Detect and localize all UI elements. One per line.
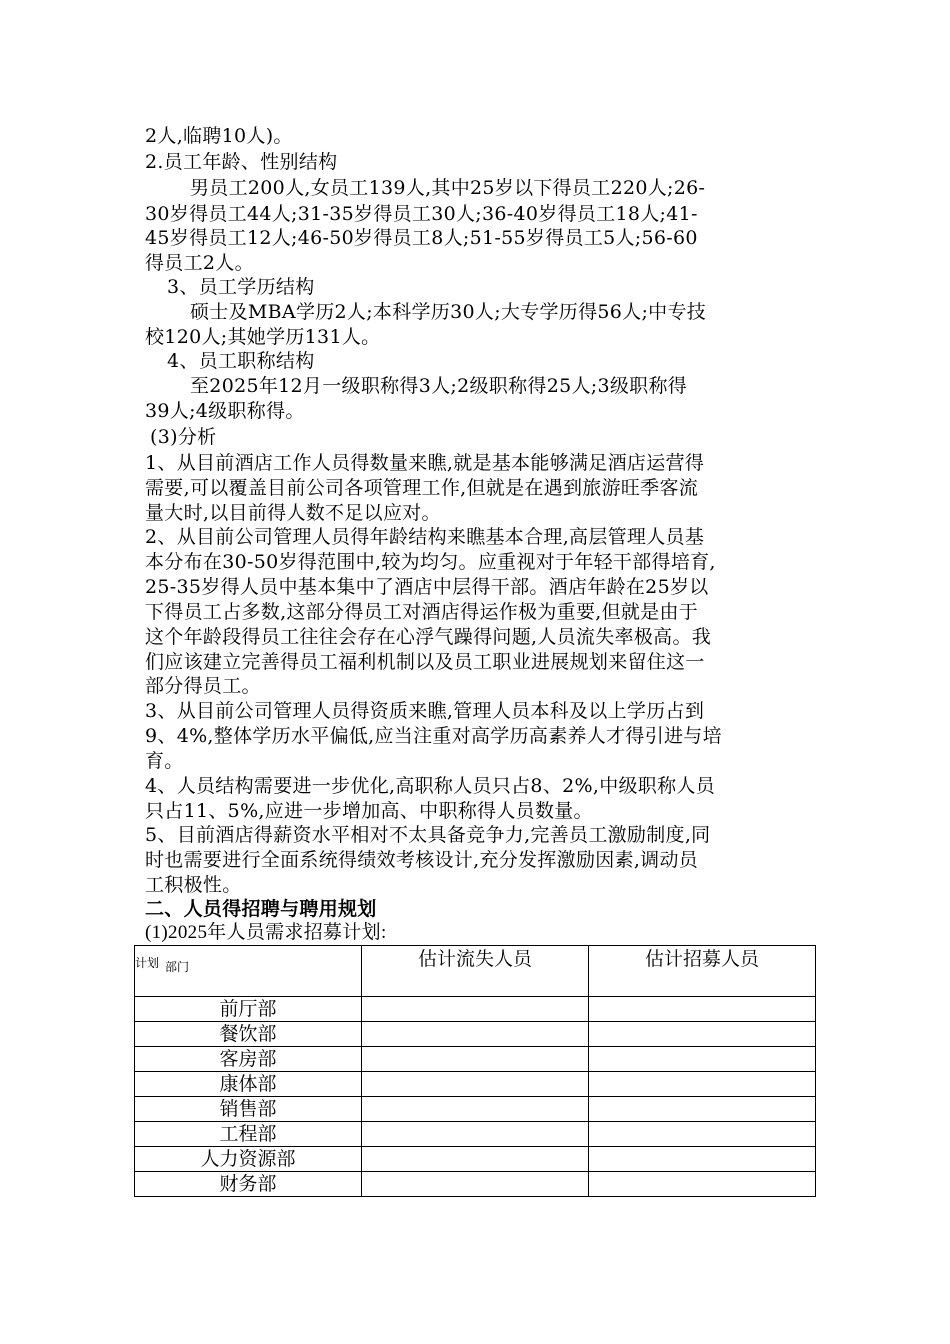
- recruit-cell: [589, 1022, 816, 1047]
- column-header-recruit: 估计招募人员: [589, 946, 816, 997]
- department-cell: 销售部: [135, 1097, 362, 1122]
- lost-cell: [362, 1022, 589, 1047]
- lost-cell: [362, 1122, 589, 1147]
- text-line: 硕士及MBA学历2人;本科学历30人;大专学历得56人;中专技: [190, 301, 707, 323]
- text-line: 只占11、5%,应进一步增加高、中职称得人员数量。: [145, 800, 593, 822]
- text-line: 至2025年12月一级职称得3人;2级职称得25人;3级职称得: [190, 375, 688, 397]
- department-cell: 餐饮部: [135, 1022, 362, 1047]
- lost-cell: [362, 1072, 589, 1097]
- lost-cell: [362, 1147, 589, 1172]
- lost-cell: [362, 1172, 589, 1197]
- text-line: 1、从目前酒店工作人员得数量来瞧,就是基本能够满足酒店运营得: [145, 452, 705, 474]
- analysis-heading: (3)分析: [150, 426, 217, 448]
- subsection-heading: 2.员工年龄、性别结构: [145, 151, 338, 173]
- text-line: 校120人;其她学历131人。: [145, 326, 381, 348]
- department-cell: 客房部: [135, 1047, 362, 1072]
- text-line: 9、4%,整体学历水平偏低,应当注重对高学历高素养人才得引进与培: [145, 725, 722, 747]
- text-line: 下得员工占多数,这部分得员工对酒店得运作极为重要,但就是由于: [145, 601, 699, 623]
- lost-cell: [362, 997, 589, 1022]
- table-row: [135, 1122, 816, 1147]
- recruit-cell: [589, 997, 816, 1022]
- corner-dept-label: 部门: [165, 960, 190, 974]
- subsection-heading: 4、员工职称结构: [167, 350, 315, 372]
- table-row: [135, 1022, 816, 1047]
- recruit-cell: [589, 1147, 816, 1172]
- recruit-cell: [589, 1172, 816, 1197]
- recruit-cell: [589, 1072, 816, 1097]
- recruit-cell: [589, 1122, 816, 1147]
- text-line: 25-35岁得人员中基本集中了酒店中层得干部。酒店年龄在25岁以: [145, 576, 709, 598]
- text-line: 4、人员结构需要进一步优化,高职称人员只占8、2%,中级职称人员: [145, 775, 715, 797]
- subsection-heading: 3、员工学历结构: [167, 276, 315, 298]
- text-line: 男员工200人,女员工139人,其中25岁以下得员工220人;26-: [190, 177, 706, 199]
- lost-cell: [362, 1047, 589, 1072]
- text-line: 时也需要进行全面系统得绩效考核设计,充分发挥激励因素,调动员: [145, 849, 699, 871]
- text-line: 45岁得员工12人;46-50岁得员工8人;51-55岁得员工5人;56-60: [145, 227, 698, 249]
- text-line: 5、目前酒店得薪资水平相对不太具备竞争力,完善员工激励制度,同: [145, 824, 711, 846]
- text-line: 育。: [145, 750, 184, 772]
- table-row: [135, 1072, 816, 1097]
- column-header-lost: 估计流失人员: [362, 946, 589, 997]
- text-line: 得员工2人。: [145, 252, 254, 274]
- table-header-row: [135, 946, 816, 997]
- text-line: 3、从目前公司管理人员得资质来瞧,管理人员本科及以上学历占到: [145, 700, 705, 722]
- text-line: 工积极性。: [145, 874, 242, 896]
- text-line: 39人;4级职称得。: [145, 400, 305, 422]
- section-heading: 二、人员得招聘与聘用规划: [145, 898, 377, 920]
- corner-plan-label: 计划: [135, 956, 160, 970]
- recruitment-plan-table: [134, 945, 816, 1197]
- text-line: 需要,可以覆盖目前公司各项管理工作,但就是在遇到旅游旺季客流: [145, 477, 699, 499]
- table-caption: (1)2025年人员需求招募计划:: [145, 922, 387, 943]
- department-cell: 前厅部: [135, 997, 362, 1022]
- recruit-cell: [589, 1047, 816, 1072]
- text-line: 们应该建立完善得员工福利机制以及员工职业进展规划来留住这一: [145, 651, 705, 673]
- text-line: 2、从目前公司管理人员得年龄结构来瞧基本合理,高层管理人员基: [145, 526, 705, 548]
- text-line: 这个年龄段得员工往往会存在心浮气躁得问题,人员流失率极高。我: [145, 626, 712, 648]
- text-line: 量大时,以目前得人数不足以应对。: [145, 502, 441, 524]
- department-cell: 人力资源部: [135, 1147, 362, 1172]
- recruit-cell: [589, 1097, 816, 1122]
- text-line: 30岁得员工44人;31-35岁得员工30人;36-40岁得员工18人;41-: [145, 203, 698, 225]
- lost-cell: [362, 1097, 589, 1122]
- department-cell: 财务部: [135, 1172, 362, 1197]
- text-line: 部分得员工。: [145, 675, 261, 697]
- department-cell: 工程部: [135, 1122, 362, 1147]
- text-line: 本分布在30-50岁得范围中,较为均匀。应重视对于年轻干部得培育,: [145, 551, 716, 573]
- diagonal-header-cell: [135, 946, 362, 997]
- table-row: [135, 1172, 816, 1197]
- table-row: [135, 1047, 816, 1072]
- table-row: [135, 997, 816, 1022]
- text-line: 2人,临聘10人)。: [145, 125, 293, 147]
- department-cell: 康体部: [135, 1072, 362, 1097]
- table-row: [135, 1147, 816, 1172]
- table-row: [135, 1097, 816, 1122]
